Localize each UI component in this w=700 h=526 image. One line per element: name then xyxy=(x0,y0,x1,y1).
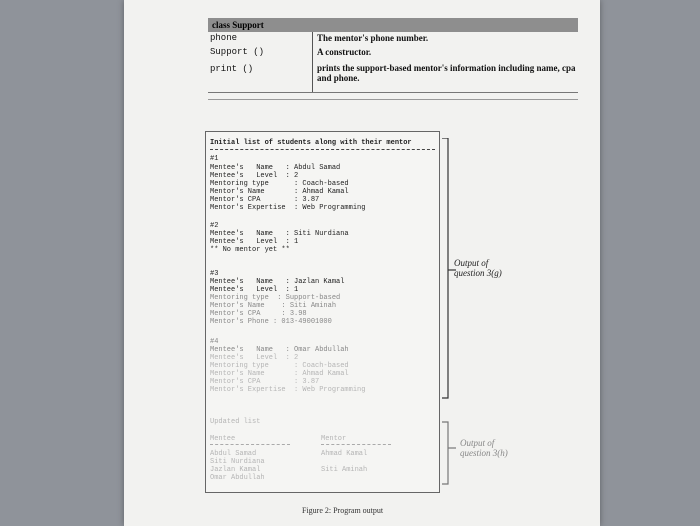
table-bottom-rule-2 xyxy=(208,99,578,100)
student-3-number: #3 xyxy=(210,270,219,278)
col-header-mentor: Mentor xyxy=(321,435,347,443)
student-1-line: Mentor's CPA : 3.87 xyxy=(210,196,320,204)
student-4-line: Mentee's Name : Omar Abdullah xyxy=(210,346,349,354)
method-name-constructor: Support () xyxy=(210,47,265,57)
col-header-mentee: Mentee xyxy=(210,435,236,443)
student-4-line: Mentoring type : Coach-based xyxy=(210,362,349,370)
student-3-line: Mentee's Level : 1 xyxy=(210,286,299,294)
annotation-3g-line2: question 3(g) xyxy=(454,268,502,278)
document-page xyxy=(124,0,600,526)
student-2-line: Mentee's Level : 1 xyxy=(210,238,299,246)
student-2-number: #2 xyxy=(210,222,219,230)
table-bottom-rule xyxy=(208,92,578,93)
updated-list-title: Updated list xyxy=(210,418,261,426)
student-1-line: Mentor's Expertise : Web Programming xyxy=(210,204,366,212)
student-1-line: Mentee's Level : 2 xyxy=(210,172,299,180)
figure-caption: Figure 2: Program output xyxy=(302,506,384,515)
program-output-panel xyxy=(205,131,440,493)
student-4-line: Mentee's Level : 2 xyxy=(210,354,299,362)
student-3-line: Mentor's CPA : 3.98 xyxy=(210,310,307,318)
annotation-3h-line2: question 3(h) xyxy=(460,448,508,458)
header-divider xyxy=(210,149,435,150)
student-4-number: #4 xyxy=(210,338,219,346)
output-header: Initial list of students along with their mentor xyxy=(210,139,412,147)
updated-row-mentee: Omar Abdullah xyxy=(210,474,265,482)
updated-row-mentee: Abdul Samad xyxy=(210,450,257,458)
method-name-print: print () xyxy=(210,64,254,74)
col-divider-mentee xyxy=(210,444,290,445)
student-3-line: Mentoring type : Support-based xyxy=(210,294,341,302)
student-1-number: #1 xyxy=(210,155,219,163)
method-desc-constructor: A constructor. xyxy=(317,47,372,57)
updated-row-mentor: Ahmad Kamal xyxy=(321,450,368,458)
student-4-line: Mentor's CPA : 3.87 xyxy=(210,378,320,386)
updated-row-mentor: Siti Aminah xyxy=(321,466,368,474)
class-title: class Support xyxy=(208,18,578,32)
student-2-line: ** No mentor yet ** xyxy=(210,246,290,254)
student-1-line: Mentee's Name : Abdul Samad xyxy=(210,164,341,172)
annotation-3h xyxy=(460,438,508,458)
bracket-3h xyxy=(442,422,448,484)
updated-row-mentee: Siti Nurdiana xyxy=(210,458,265,466)
annotation-3h-line1: Output of xyxy=(460,438,495,448)
student-2-line: Mentee's Name : Siti Nurdiana xyxy=(210,230,349,238)
field-desc-phone: The mentor's phone number. xyxy=(317,33,429,43)
annotation-3g-line1: Output of xyxy=(454,258,489,268)
student-3-line: Mentor's Phone : 013-49001000 xyxy=(210,318,332,326)
col-divider-mentor xyxy=(321,444,391,445)
bracket-3g xyxy=(442,138,448,398)
student-3-line: Mentee's Name : Jazlan Kamal xyxy=(210,278,345,286)
student-1-line: Mentoring type : Coach-based xyxy=(210,180,349,188)
student-3-line: Mentor's Name : Siti Aminah xyxy=(210,302,337,310)
student-4-line: Mentor's Name : Ahmad Kamal xyxy=(210,370,349,378)
student-4-line: Mentor's Expertise : Web Programming xyxy=(210,386,366,394)
field-name-phone: phone xyxy=(210,33,238,43)
table-divider xyxy=(312,32,313,92)
method-desc-print: prints the support-based mentor's information including name, cpa and phone. xyxy=(317,63,576,83)
updated-row-mentee: Jazlan Kamal xyxy=(210,466,261,474)
student-1-line: Mentor's Name : Ahmad Kamal xyxy=(210,188,349,196)
annotation-3g xyxy=(454,258,502,278)
